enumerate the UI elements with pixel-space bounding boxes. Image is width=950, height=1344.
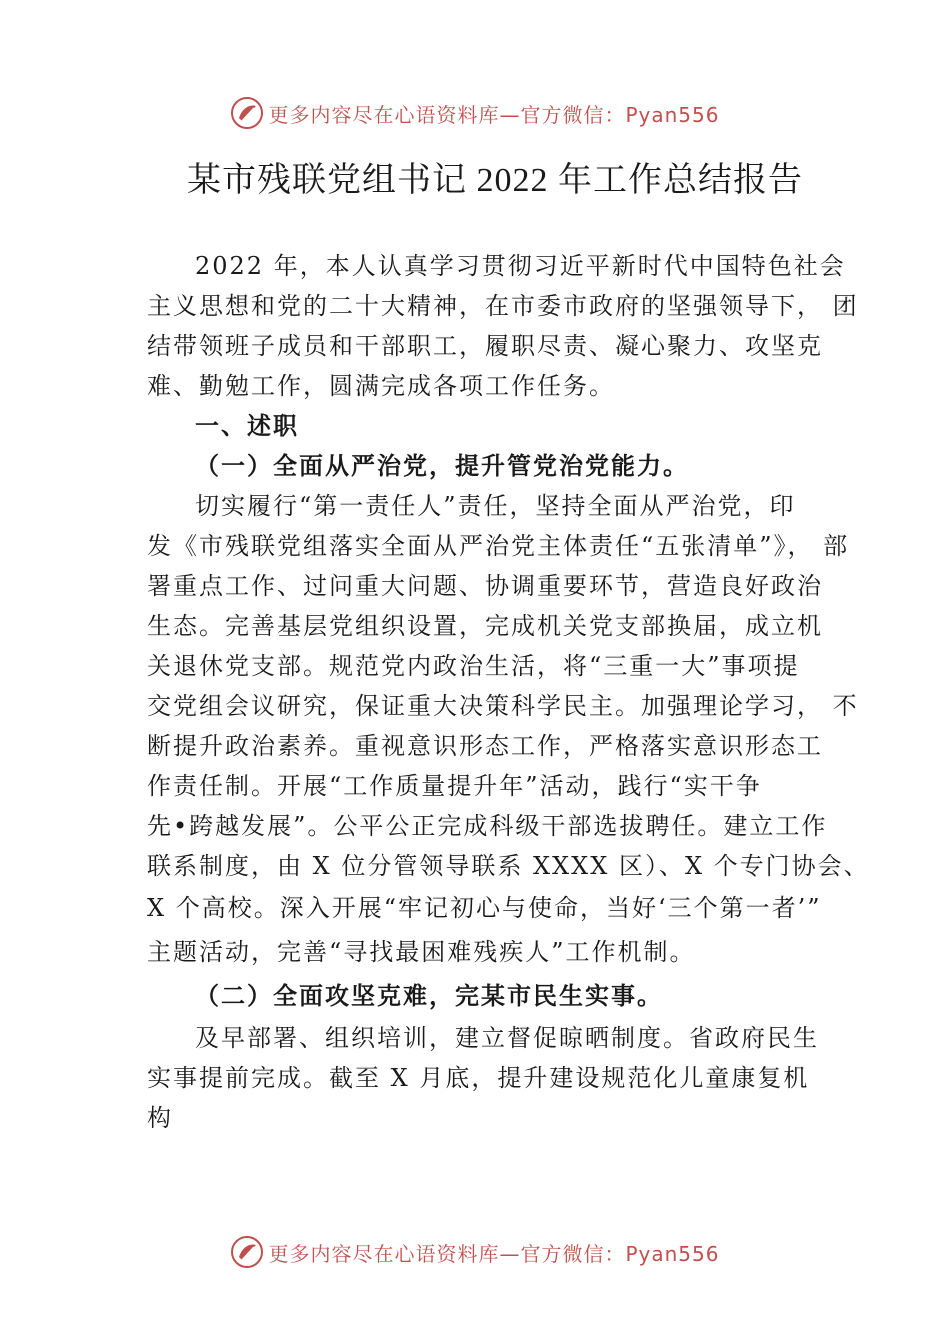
paragraph-line: 先•跨越发展”。公平公正完成科级干部选拔聘任。建立工作 [147, 812, 828, 840]
paragraph-line: 结带领班子成员和干部职工，履职尽责、凝心聚力、攻坚克 [147, 332, 823, 360]
subsection-heading: （二）全面攻坚克难，完某市民生实事。 [195, 981, 663, 1010]
logo-icon [230, 96, 264, 130]
paragraph-line: 署重点工作、过问重大问题、协调重要环节，营造良好政治 [147, 572, 823, 600]
paragraph-line: 生态。完善基层党组织设置，完成机关党支部换届，成立机 [147, 612, 823, 640]
document-title: 某市残联党组书记 2022 年工作总结报告 [187, 162, 803, 199]
paragraph-line: 及早部署、组织培训，建立督促晾晒制度。省政府民生 [195, 1024, 819, 1052]
paragraph-line: 断提升政治素养。重视意识形态工作，严格落实意识形态工 [147, 732, 823, 760]
paragraph-line: 关退休党支部。规范党内政治生活，将“三重一大”事项提 [147, 652, 800, 680]
paragraph-line: 主题活动，完善“寻找最困难残疾人”工作机制。 [147, 938, 696, 966]
subsection-heading: （一）全面从严治党，提升管党治党能力。 [195, 451, 689, 480]
paragraph-line: 2022 年，本人认真学习贯彻习近平新时代中国特色社会 [195, 252, 846, 280]
watermark-footer [0, 1235, 950, 1269]
paragraph-line: 发《市残联党组落实全面从严治党主体责任“五张清单”》， 部 [147, 532, 850, 560]
watermark-text: 更多内容尽在心语资料库—官方微信：Pyan556 [268, 1241, 720, 1266]
paragraph-line: 交党组会议研究，保证重大决策科学民主。加强理论学习， 不 [147, 692, 859, 720]
watermark-header [0, 96, 950, 130]
paragraph-line: 主义思想和党的二十大精神，在市委市政府的坚强领导下， 团 [147, 292, 859, 320]
paragraph-line: 切实履行“第一责任人”责任，坚持全面从严治党，印 [195, 492, 796, 520]
paragraph-line: X 个高校。深入开展“牢记初心与使命，当好‘三个第一者’” [147, 894, 822, 922]
logo-icon [230, 1235, 264, 1269]
document-body [147, 246, 870, 1138]
paragraph-line: 实事提前完成。截至 X 月底，提升建设规范化儿童康复机 [147, 1064, 810, 1092]
watermark-text: 更多内容尽在心语资料库—官方微信：Pyan556 [268, 102, 720, 127]
paragraph-line: 作责任制。开展“工作质量提升年”活动，践行“实干争 [147, 772, 762, 800]
paragraph-line: 难、勤勉工作，圆满完成各项工作任务。 [147, 372, 615, 400]
paragraph-line: 联系制度，由 X 位分管领导联系 XXXX 区）、X 个专门协会、 [147, 852, 870, 880]
paragraph-line: 构 [147, 1104, 173, 1132]
section-heading: 一、述职 [195, 411, 299, 440]
